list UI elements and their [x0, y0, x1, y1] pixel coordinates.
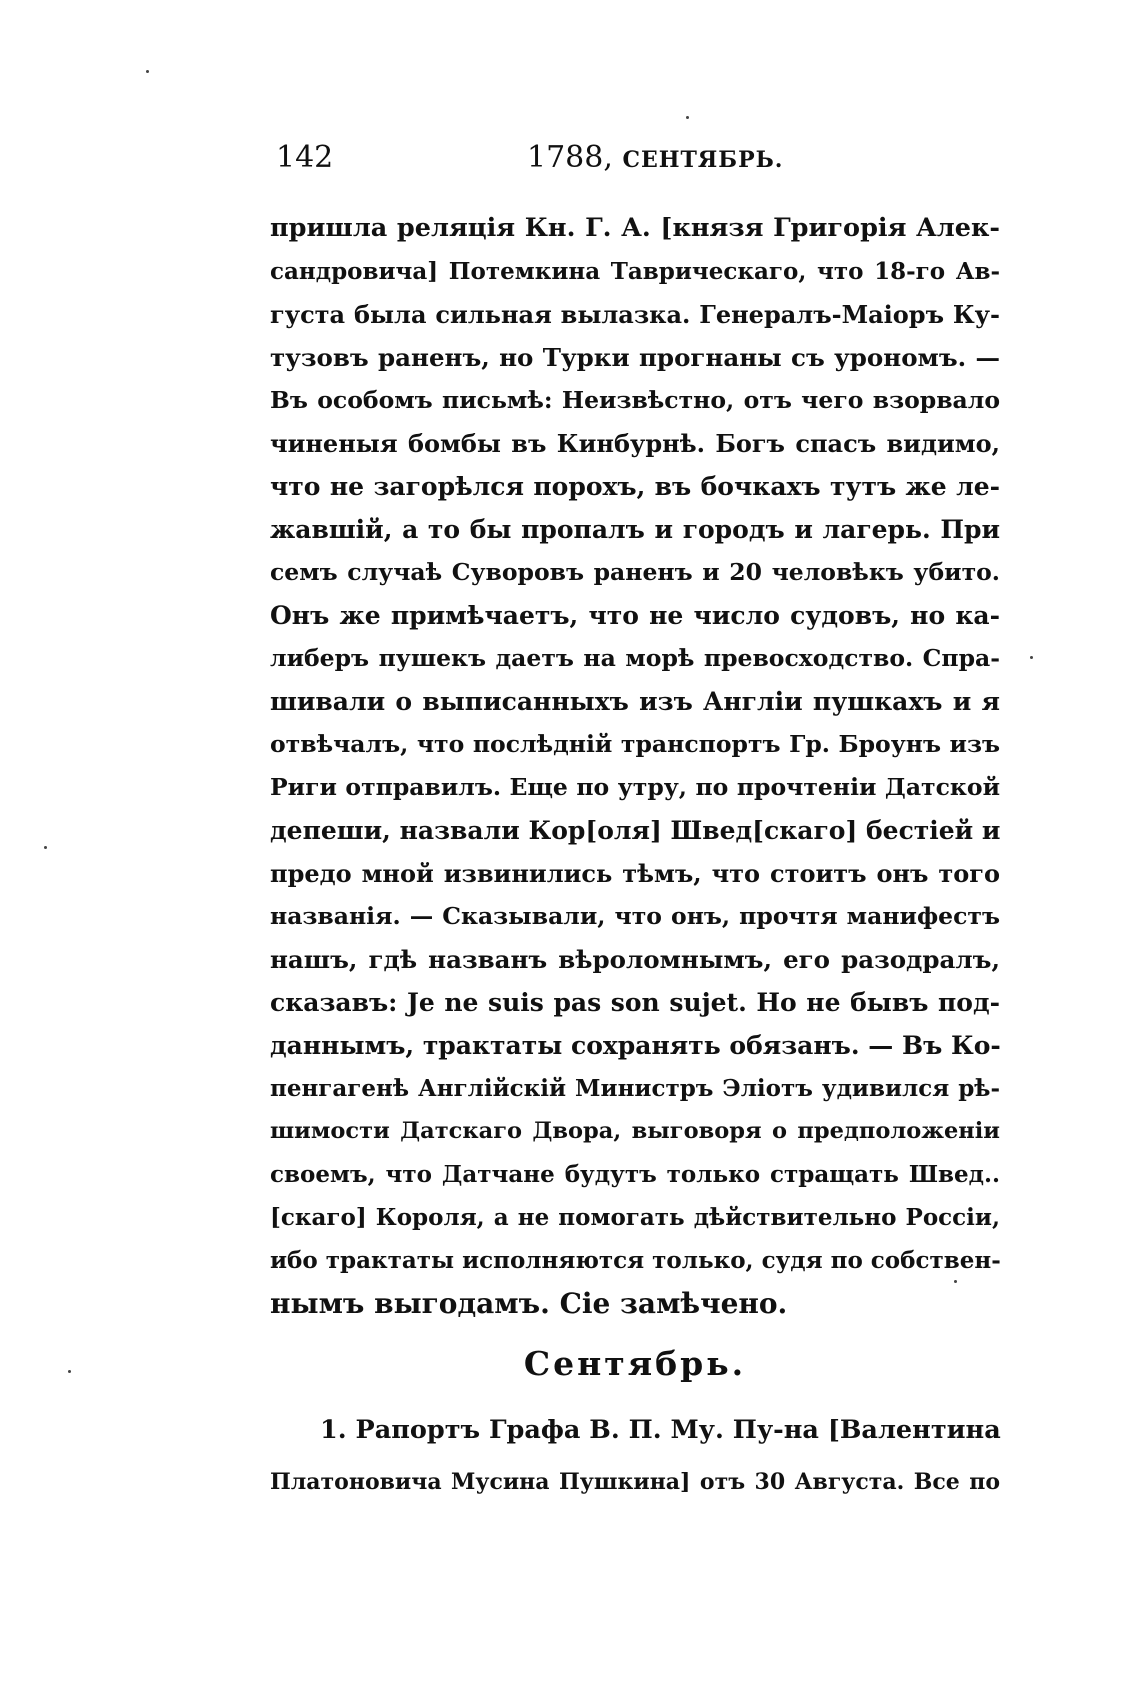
text-line: что не загорѣлся порохъ, въ бочкахъ тутъ же ле- — [270, 472, 1000, 501]
text-line: густа была сильная вылазка. Генералъ-Маіоръ Ку- — [270, 300, 1000, 329]
scan-speck — [1030, 656, 1033, 659]
header-month: СЕНТЯБРЬ. — [622, 147, 784, 173]
entry-paragraph — [270, 1404, 1000, 1508]
text-line: сандровича] Потемкина Таврическаго, что 18-го Ав- — [270, 258, 1000, 285]
text-line: Онъ же примѣчаетъ, что не число судовъ, но ка- — [270, 601, 1000, 630]
text-line: [скаго] Короля, а не помогать дѣйствительно Россіи, — [270, 1204, 1000, 1231]
header-year: 1788, — [527, 140, 613, 175]
text-line: шимости Датскаго Двора, выговоря о предположеніи — [270, 1118, 1000, 1144]
text-line: предо мной извинились тѣмъ, что стоитъ онъ того — [270, 859, 1000, 888]
scan-speck — [68, 1370, 71, 1373]
body-text — [270, 207, 1000, 1325]
page-number: 142 — [276, 140, 334, 175]
scan-speck — [44, 846, 47, 849]
text-line: нашъ, гдѣ названъ вѣроломнымъ, его разодралъ, — [270, 945, 1000, 974]
text-line: пришла реляція Кн. Г. А. [князя Григорія Алек- — [270, 213, 1000, 243]
scan-speck — [146, 70, 149, 73]
entry-first-line-text: Рапортъ Графа В. П. Му. Пу-на [Валентина — [355, 1415, 1001, 1445]
running-title — [527, 136, 783, 182]
entry-first-line — [270, 1404, 1000, 1456]
text-line: ибо трактаты исполняются только, судя по собствен- — [270, 1247, 1001, 1274]
running-header — [272, 136, 998, 180]
scan-speck — [686, 116, 689, 119]
text-line: нымъ выгодамъ. Сіе замѣчено. — [270, 1287, 788, 1320]
section-heading: Сентябрь. — [523, 1344, 747, 1383]
scan-speck — [954, 1280, 957, 1283]
text-line: депеши, назвали Кор[оля] Швед[скаго] бестіей и — [270, 816, 1001, 845]
text-line: семъ случаѣ Суворовъ раненъ и 20 человѣкъ убито. — [270, 558, 1000, 586]
text-line: своемъ, что Датчане будутъ только стращать Швед.. — [270, 1161, 1000, 1188]
text-line: жавшій, а то бы пропалъ и городъ и лагерь. При — [270, 515, 1000, 544]
entry-second-line: Платоновича Мусина Пушкина] отъ 30 Августа. Все по — [270, 1469, 1000, 1495]
text-line: либеръ пушекъ даетъ на морѣ превосходство. Спра- — [270, 644, 1000, 672]
text-line: Риги отправилъ. Еще по утру, по прочтеніи Датской — [270, 773, 1000, 801]
text-line: пенгагенѣ Англійскій Министръ Эліотъ удивился рѣ- — [270, 1075, 1000, 1102]
text-line: Въ особомъ письмѣ: Неизвѣстно, отъ чего взорвало — [270, 386, 1000, 414]
text-line: тузовъ раненъ, но Турки прогнаны съ урономъ. — — [270, 343, 1000, 372]
text-line: шивали о выписанныхъ изъ Англіи пушкахъ и я — [270, 687, 1000, 716]
text-line: названія. — Сказывали, что онъ, прочтя манифестъ — [270, 902, 1000, 930]
text-line: отвѣчалъ, что послѣдній транспортъ Гр. Броунъ изъ — [270, 730, 1000, 758]
text-line: сказавъ: Je ne suis pas son sujet. Но не бывъ под- — [270, 988, 1000, 1017]
text-line: даннымъ, трактаты сохранять обязанъ. — Въ Ко- — [270, 1031, 1001, 1060]
entry-number: 1. — [320, 1415, 347, 1445]
text-line: чиненыя бомбы въ Кинбурнѣ. Богъ спасъ видимо, — [270, 429, 1000, 458]
